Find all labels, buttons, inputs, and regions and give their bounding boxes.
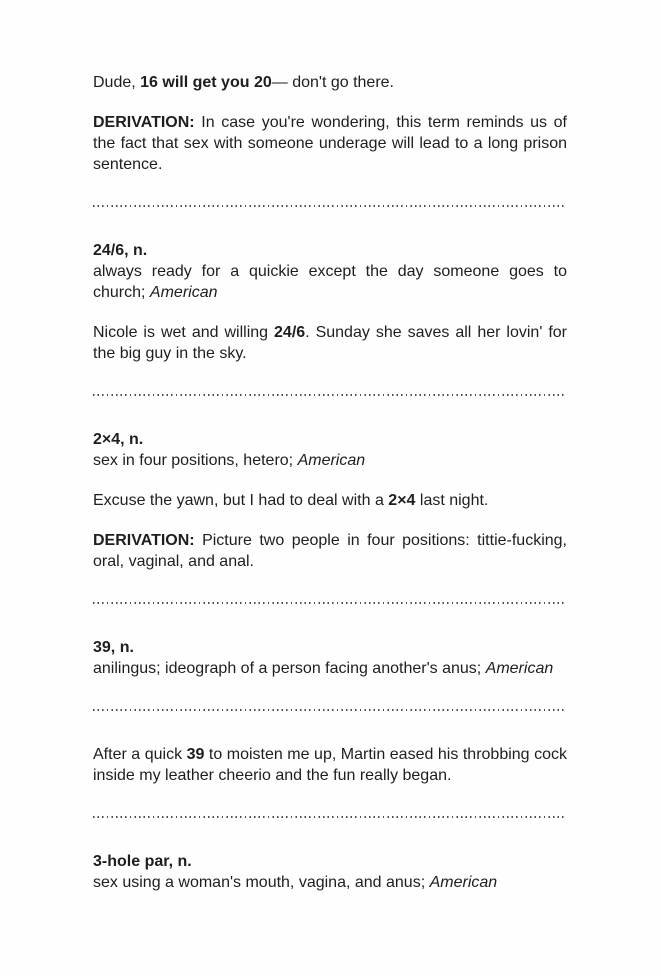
dictionary-entry bbox=[93, 637, 567, 679]
derivation-paragraph bbox=[93, 112, 567, 175]
bold-text: DERIVATION: bbox=[93, 114, 195, 131]
text: After a quick bbox=[93, 746, 187, 763]
dotted-divider bbox=[93, 205, 567, 207]
text: Dude, bbox=[93, 74, 141, 91]
entry-definition bbox=[93, 658, 567, 679]
bold-text: 2×4, n. bbox=[93, 431, 144, 448]
bold-text: 16 will get you 20 bbox=[140, 74, 272, 91]
dotted-divider bbox=[93, 602, 567, 604]
bold-text: DERIVATION: bbox=[93, 532, 195, 549]
italic-text: American bbox=[297, 452, 366, 469]
text: Picture two people in four positions: tittie-fucking, oral, vaginal, and anal. bbox=[93, 532, 567, 570]
entry-headword bbox=[93, 429, 567, 450]
example-sentence bbox=[93, 322, 567, 364]
dictionary-entry bbox=[93, 851, 567, 893]
bold-text: 2×4 bbox=[388, 492, 416, 509]
italic-text: American bbox=[429, 874, 498, 891]
page-content bbox=[93, 72, 567, 893]
dictionary-entry bbox=[93, 429, 567, 471]
text: Nicole is wet and willing bbox=[93, 324, 275, 341]
dictionary-entry bbox=[93, 240, 567, 303]
dotted-divider bbox=[93, 394, 567, 396]
dotted-divider bbox=[93, 816, 567, 818]
example-sentence bbox=[93, 490, 567, 511]
text: — don't go there. bbox=[271, 74, 394, 91]
text: sex in four positions, hetero; bbox=[93, 452, 298, 469]
dotted-divider bbox=[93, 709, 567, 711]
bold-text: 39 bbox=[186, 746, 205, 763]
text: to moisten me up, Martin eased his throbbing cock inside my leather cheerio and the fun really began. bbox=[93, 746, 567, 784]
text: anilingus; ideograph of a person facing another's anus; bbox=[93, 660, 486, 677]
entry-headword bbox=[93, 240, 567, 261]
entry-definition bbox=[93, 450, 567, 471]
bold-text: 24/6 bbox=[274, 324, 306, 341]
example-sentence bbox=[93, 744, 567, 786]
bold-text: 24/6, n. bbox=[93, 242, 148, 259]
entry-definition bbox=[93, 261, 567, 303]
italic-text: American bbox=[485, 660, 554, 677]
text: . Sunday she saves all her lovin' for the big guy in the sky. bbox=[93, 324, 568, 362]
bold-text: 3-hole par, n. bbox=[93, 853, 192, 870]
text: always ready for a quickie except the day someone goes to church; bbox=[93, 263, 567, 301]
entry-definition bbox=[93, 872, 567, 893]
text: last night. bbox=[415, 492, 489, 509]
text: Excuse the yawn, but I had to deal with a bbox=[93, 492, 389, 509]
entry-headword bbox=[93, 851, 567, 872]
entry-headword bbox=[93, 637, 567, 658]
italic-text: American bbox=[149, 284, 218, 301]
bold-text: 39, n. bbox=[93, 639, 134, 656]
example-sentence bbox=[93, 72, 567, 93]
text: In case you're wondering, this term reminds us of the fact that sex with someone underage will lead to a long prison sentence. bbox=[93, 114, 567, 173]
text: sex using a woman's mouth, vagina, and anus; bbox=[93, 874, 430, 891]
derivation-paragraph bbox=[93, 530, 567, 572]
